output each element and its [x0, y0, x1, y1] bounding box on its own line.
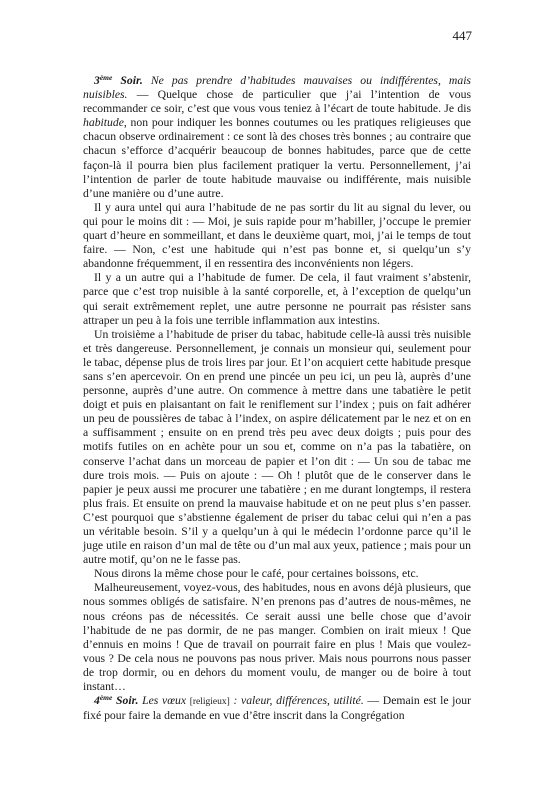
- emphasized-word: habitude: [83, 116, 124, 130]
- evening-number: 3: [94, 74, 100, 87]
- section-text: — Demain est le jour fixé pour faire la demande en vue d’être inscrit dans la Congrégation: [83, 694, 472, 723]
- intro-text: — Quelque chose de particulier que j’ai l’intention de vous recommander ce soir, c’est que vous vous teniez à l’écart de toute habitude. Je dis: [83, 88, 471, 116]
- paragraph: Nous dirons la même chose pour le café, pour certaines boissons, etc.: [94, 567, 419, 581]
- intro-text-continued: , non pour indiquer les bonnes coutumes ou les pratiques religieuses que chacun observe ordinairement : ce sont là des choses très bonnes ; au contraire que chacun s’efforce d’acquérir beaucoup de bonnes habitudes, parce que de cette façon-là il pourra bien plus facilement pratiquer la vertu. Personnellement, j’ai l’intention de parler de toute habitude mauvaise ou indifférente, mais nuisible d’une manière ou d’une autre.: [83, 116, 471, 200]
- section-4-opening: [83, 694, 471, 723]
- evening-number: 4: [94, 694, 100, 708]
- page-number: 447: [452, 28, 472, 43]
- section-title: Ne pas prendre d’habitudes mauvaises ou indifférentes, mais nuisibles.: [83, 74, 471, 102]
- section-title: Les vœux: [138, 694, 190, 708]
- paragraph: Un troisième a l’habitude de priser du tabac, habitude celle-là aussi très nuisible et très dangereuse. Personnellement, je connais un monsieur qui, seulement pour le tabac, dépense plus de trois lires par jour. Et l’on acquiert cette habitude presque sans s’en apercevoir. On en prend une pincée un peu ici, un peu là, auprès d’une personne, auprès d’une autre. On commence à mettre dans une tabatière le petit doigt et puis en plaisantant on fait le reniflement sur l’index ; puis on fait adhérer un peu de poussières de tabac à l’index, on aspire délicatement par le nez et on en a suffisamment ; ensuite on en prend très peu avec deux doigts ; puis pour des motifs futiles on en achète pour un sou et, comme on n’a pas la tabatière, on conserve l’achat dans un morceau de papier et l’on dit : — Un sou de tabac me dure trois mois. — Puis on ajoute : — Oh ! plutôt que de le conserver dans le papier je peux aussi me procurer une tabatière ; en me durant longtemps, il restera plus frais. Et ensuite on prend la mauvaise habitude et on ne peut plus s’en passer. C’est pourquoi que s’abstienne également de priser du tabac celui qui n’en a pas un véritable besoin. S’il y a quelqu’un à qui le médecin l’ordonne parce qu’il le juge utile en raison d’un mal de tête ou d’un mal aux yeux, patience ; mais pour un autre motif, qu’on ne le fasse pas.: [83, 327, 471, 567]
- evening-label: Soir.: [112, 694, 139, 708]
- evening-label: Soir.: [112, 74, 143, 87]
- page-body: [83, 74, 471, 723]
- evening-heading: [94, 74, 143, 87]
- evening-heading: [94, 694, 138, 707]
- paragraph: Il y aura untel qui aura l’habitude de ne pas sortir du lit au signal du lever, ou qui pour le moins dit : — Moi, je suis rapide pour m’habiller, j’occupe le premier quart d’heure en sommeillant, et dans le deuxième quart, moi, j’ai le temps de tout faire. — Non, c’est une habitude qui n’est pas bonne et, si quelqu’un s’y abandonne fréquemment, il en ressentira des inconvénients non légers.: [83, 200, 471, 271]
- paragraph: Malheureusement, voyez-vous, des habitudes, nous en avons déjà plusieurs, que nous sommes obligés de satisfaire. N’en prenons pas d’autres de nous-mêmes, ne nous créons pas de nécessités. Ce serait aussi une belle chose que d’avoir l’habitude de ne pas dormir, de ne pas manger. Combien on irait mieux ! Que d’ennuis en moins ! Que de travail on pourrait faire en plus ! Mais que voulez-vous ? De cela nous ne pouvons pas nous priver. Mais nous pourrons nous passer de trop dormir, ou en dehors du moment voulu, de manger ou de boire à tout instant…: [83, 581, 471, 694]
- paragraph: Il y a un autre qui a l’habitude de fumer. De cela, il faut vraiment s’abstenir, parce que c’est trop nuisible à la santé corporelle, et, à l’exception de quelqu’un qui serait extrêmement replet, une autre personne ne pourrait pas résister sans attraper un peu à la fois une terrible inflammation aux intestins.: [83, 271, 471, 327]
- section-title-continued: : valeur, différences, utilité.: [229, 694, 364, 708]
- section-3-opening: [83, 74, 471, 201]
- bracketed-note: [religieux]: [189, 697, 230, 708]
- evening-ordinal-suffix: ème: [99, 693, 113, 703]
- evening-ordinal-suffix: ème: [99, 73, 113, 82]
